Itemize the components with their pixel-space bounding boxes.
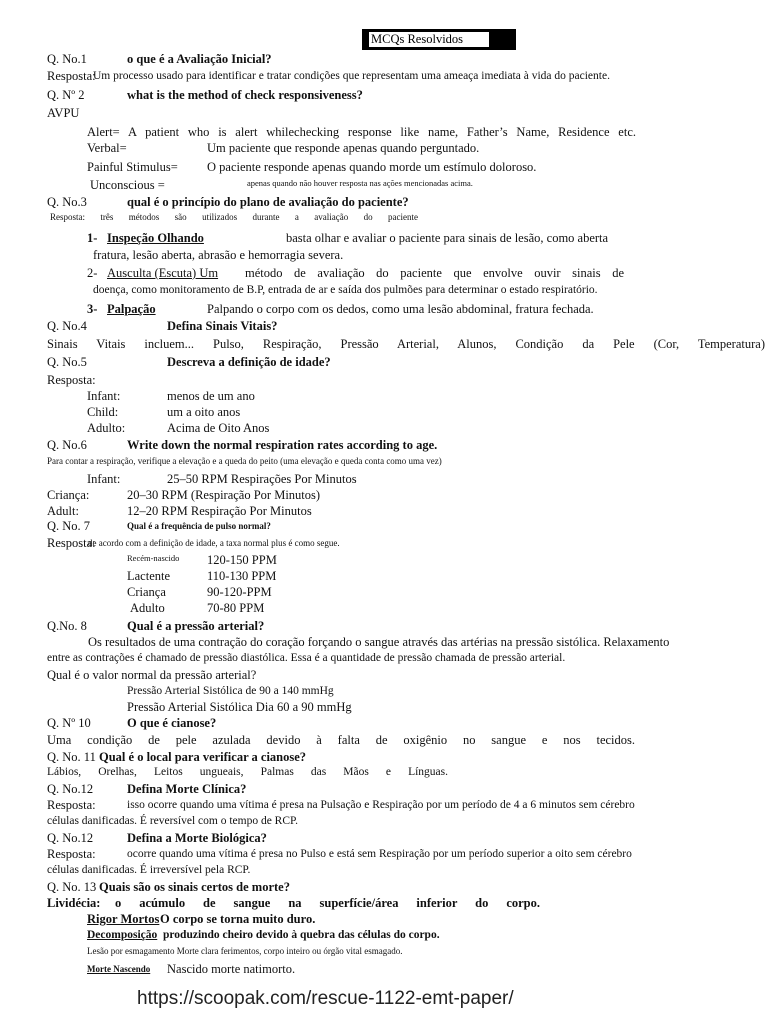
q2-avpu: AVPU xyxy=(47,106,80,120)
q2-term-painful: Painful Stimulus= xyxy=(87,160,178,174)
q2-desc-painful: O paciente responde apenas quando morde um estímulo doloroso. xyxy=(207,160,537,174)
q6-number: Q. No.6 xyxy=(47,438,87,452)
q1-number: Q. No.1 xyxy=(47,52,87,66)
q4-number: Q. No.4 xyxy=(47,319,87,333)
q10-answer: Uma condição de pele azulada devido à falta de oxigênio no sangue e nos tecidos. xyxy=(47,733,635,747)
q4-answer: Sinais Vitais incluem... Pulso, Respiração, Pressão Arterial, Alunos, Condição da Pele (Cor, Temperatura) xyxy=(47,337,765,351)
q13-lividity-desc: o acúmulo de sangue na superfície/área inferior do corpo. xyxy=(115,896,540,910)
q2-desc-unconscious: apenas quando não houver resposta nas ações mencionadas acima. xyxy=(247,178,473,188)
q3-method2-title: Ausculta (Escuta) Um xyxy=(107,266,219,280)
q8-paragraph-line2: entre as contrações é chamado de pressão diastólica. Essa é a quantidade de pressão chamada de pressão arterial. xyxy=(47,652,566,664)
q11-answer: Lábios, Orelhas, Leitos ungueais, Palmas das Mãos e Línguas. xyxy=(47,766,448,778)
q6-term-child: Criança: xyxy=(47,488,90,502)
q13-decomposition-desc: produzindo cheiro devido à quebra das células do corpo. xyxy=(163,929,440,941)
q10-question: O que é cianose? xyxy=(127,716,217,730)
q6-note: Para contar a respiração, verifique a elevação e a queda do peito (uma elevação e queda conta como uma vez) xyxy=(47,456,442,466)
q13-decomposition-term: Decomposição xyxy=(87,929,158,941)
q5-term-adult: Adulto: xyxy=(87,421,126,435)
q3-method2-number: 2- xyxy=(87,266,98,280)
q5-term-infant: Infant: xyxy=(87,389,121,403)
q6-term-infant: Infant: xyxy=(87,472,121,486)
q7-term-child: Criança xyxy=(127,585,166,599)
q2-term-unconscious: Unconscious = xyxy=(90,178,165,192)
q1-question: o que é a Avaliação Inicial? xyxy=(127,52,272,66)
q13-question: Quais são os sinais certos de morte? xyxy=(99,880,290,894)
q3-question: qual é o princípio do plano de avaliação do paciente? xyxy=(127,195,409,209)
q12b-number: Q. No.12 xyxy=(47,831,94,845)
q1-answer: Um processo usado para identificar e tratar condições que representam uma ameaça imediata à vida do paciente. xyxy=(93,70,610,82)
q8-number: Q.No. 8 xyxy=(47,619,87,633)
q3-method3-title: Palpação xyxy=(107,302,156,316)
q12b-question: Defina a Morte Biológica? xyxy=(127,831,267,845)
q7-question: Qual é a frequência de pulso normal? xyxy=(127,521,271,531)
q2-term-alert: Alert= xyxy=(87,125,120,139)
q7-answer: de acordo com a definição de idade, a taxa normal plus é como segue. xyxy=(88,538,340,548)
q7-term-adult: Adulto xyxy=(130,601,165,615)
q7-term-newborn: Recém-nascido xyxy=(127,553,180,563)
q11-number: Q. No. 11 xyxy=(47,750,96,764)
q3-method1-line1: basta olhar e avaliar o paciente para sinais de lesão, como aberta xyxy=(286,231,609,245)
q7-number: Q. No. 7 xyxy=(47,519,91,533)
q5-label: Resposta: xyxy=(47,373,96,387)
q2-desc-alert: A patient who is alert whilechecking response like name, Father’s Name, Residence etc. xyxy=(128,125,636,139)
q12a-label: Resposta: xyxy=(47,798,96,812)
q3-answer: Resposta: três métodos são utilizados durante a avaliação do paciente xyxy=(50,212,418,222)
q8-diastolic: Pressão Arterial Sistólica Dia 60 a 90 mmHg xyxy=(127,700,352,714)
q5-desc-child: um a oito anos xyxy=(167,405,241,419)
q13-number: Q. No. 13 xyxy=(47,880,97,894)
q7-term-infant: Lactente xyxy=(127,569,171,583)
q3-method1-number: 1- xyxy=(87,231,98,245)
q12a-number: Q. No.12 xyxy=(47,782,94,796)
q3-method3-line1: Palpando o corpo com os dedos, como uma lesão abdominal, fratura fechada. xyxy=(207,302,594,316)
q5-term-child: Child: xyxy=(87,405,119,419)
q8-systolic: Pressão Arterial Sistólica de 90 a 140 mmHg xyxy=(127,685,334,697)
q12b-label: Resposta: xyxy=(47,847,96,861)
q12a-line1: isso ocorre quando uma vítima é presa na Pulsação e Respiração por um período de 4 a 6 minutos sem cérebro xyxy=(127,799,635,811)
q11-question: Qual é o local para verificar a cianose? xyxy=(99,750,307,764)
q2-number: Q. Nº 2 xyxy=(47,88,85,102)
q6-desc-adult: 12–20 RPM Respiração Por Minutos xyxy=(127,504,312,518)
q3-number: Q. No.3 xyxy=(47,195,87,209)
q13-stillbirth-desc: Nascido morte natimorto. xyxy=(167,962,296,976)
q12b-line1: ocorre quando uma vítima é presa no Pulso e está sem Respiração por um período superior a oito sem cérebro xyxy=(127,848,632,860)
q5-desc-infant: menos de um ano xyxy=(167,389,255,403)
q6-desc-child: 20–30 RPM (Respiração Por Minutos) xyxy=(127,488,321,502)
q2-term-verbal: Verbal= xyxy=(87,141,127,155)
q13-crush-injury: Lesão por esmagamento Morte clara ferimentos, corpo inteiro ou órgão vital esmagado. xyxy=(87,946,403,956)
q5-question: Descreva a definição de idade? xyxy=(167,355,331,369)
q12b-line2: células danificadas. É irreversível pela RCP. xyxy=(47,864,251,876)
q13-rigor-desc: O corpo se torna muito duro. xyxy=(160,912,316,926)
q6-term-adult: Adult: xyxy=(47,504,79,518)
q8-normal-question: Qual é o valor normal da pressão arterial? xyxy=(47,668,257,682)
q2-desc-verbal: Um paciente que responde apenas quando perguntado. xyxy=(207,141,480,155)
q3-method2-line2: doença, como monitoramento de B.P, entrada de ar e saída dos pulmões para determinar o estado respiratório. xyxy=(93,284,598,296)
q3-method1-line2: fratura, lesão aberta, abrasão e hemorragia severa. xyxy=(93,248,344,262)
source-url-link[interactable]: https://scoopak.com/rescue-1122-emt-paper/ xyxy=(137,988,514,1009)
q13-rigor-term: Rigor Mortos xyxy=(87,912,160,926)
q10-number: Q. Nº 10 xyxy=(47,716,91,730)
q7-desc-child: 90-120-PPM xyxy=(207,585,272,599)
q2-question: what is the method of check responsiveness? xyxy=(127,88,363,102)
q7-desc-newborn: 120-150 PPM xyxy=(207,553,277,567)
q12a-line2: células danificadas. É reversível com o tempo de RCP. xyxy=(47,815,299,827)
q1-label: Resposta: xyxy=(47,69,96,83)
q12a-question: Defina Morte Clínica? xyxy=(127,782,247,796)
q13-lividity-term: Lividécia: xyxy=(47,896,101,910)
document-title: MCQs Resolvidos xyxy=(369,32,489,47)
q6-desc-infant: 25–50 RPM Respirações Por Minutos xyxy=(167,472,357,486)
q8-paragraph-line1: Os resultados de uma contração do coração forçando o sangue através das artérias na pressão sistólica. Relaxamento xyxy=(88,635,670,649)
q3-method2-line1: método de avaliação do paciente que envolve ouvir sinais de xyxy=(245,266,624,280)
q7-desc-adult: 70-80 PPM xyxy=(207,601,265,615)
q5-number: Q. No.5 xyxy=(47,355,87,369)
q7-desc-infant: 110-130 PPM xyxy=(207,569,277,583)
q5-desc-adult: Acima de Oito Anos xyxy=(167,421,270,435)
q7-label: Resposta: xyxy=(47,536,96,550)
q8-question: Qual é a pressão arterial? xyxy=(127,619,265,633)
q3-method1-title: Inspeção Olhando xyxy=(107,231,204,245)
q6-question: Write down the normal respiration rates according to age. xyxy=(127,438,438,452)
q13-stillbirth-term: Morte Nascendo xyxy=(87,964,151,974)
q4-question: Defina Sinais Vitais? xyxy=(167,319,278,333)
q3-method3-number: 3- xyxy=(87,302,98,316)
